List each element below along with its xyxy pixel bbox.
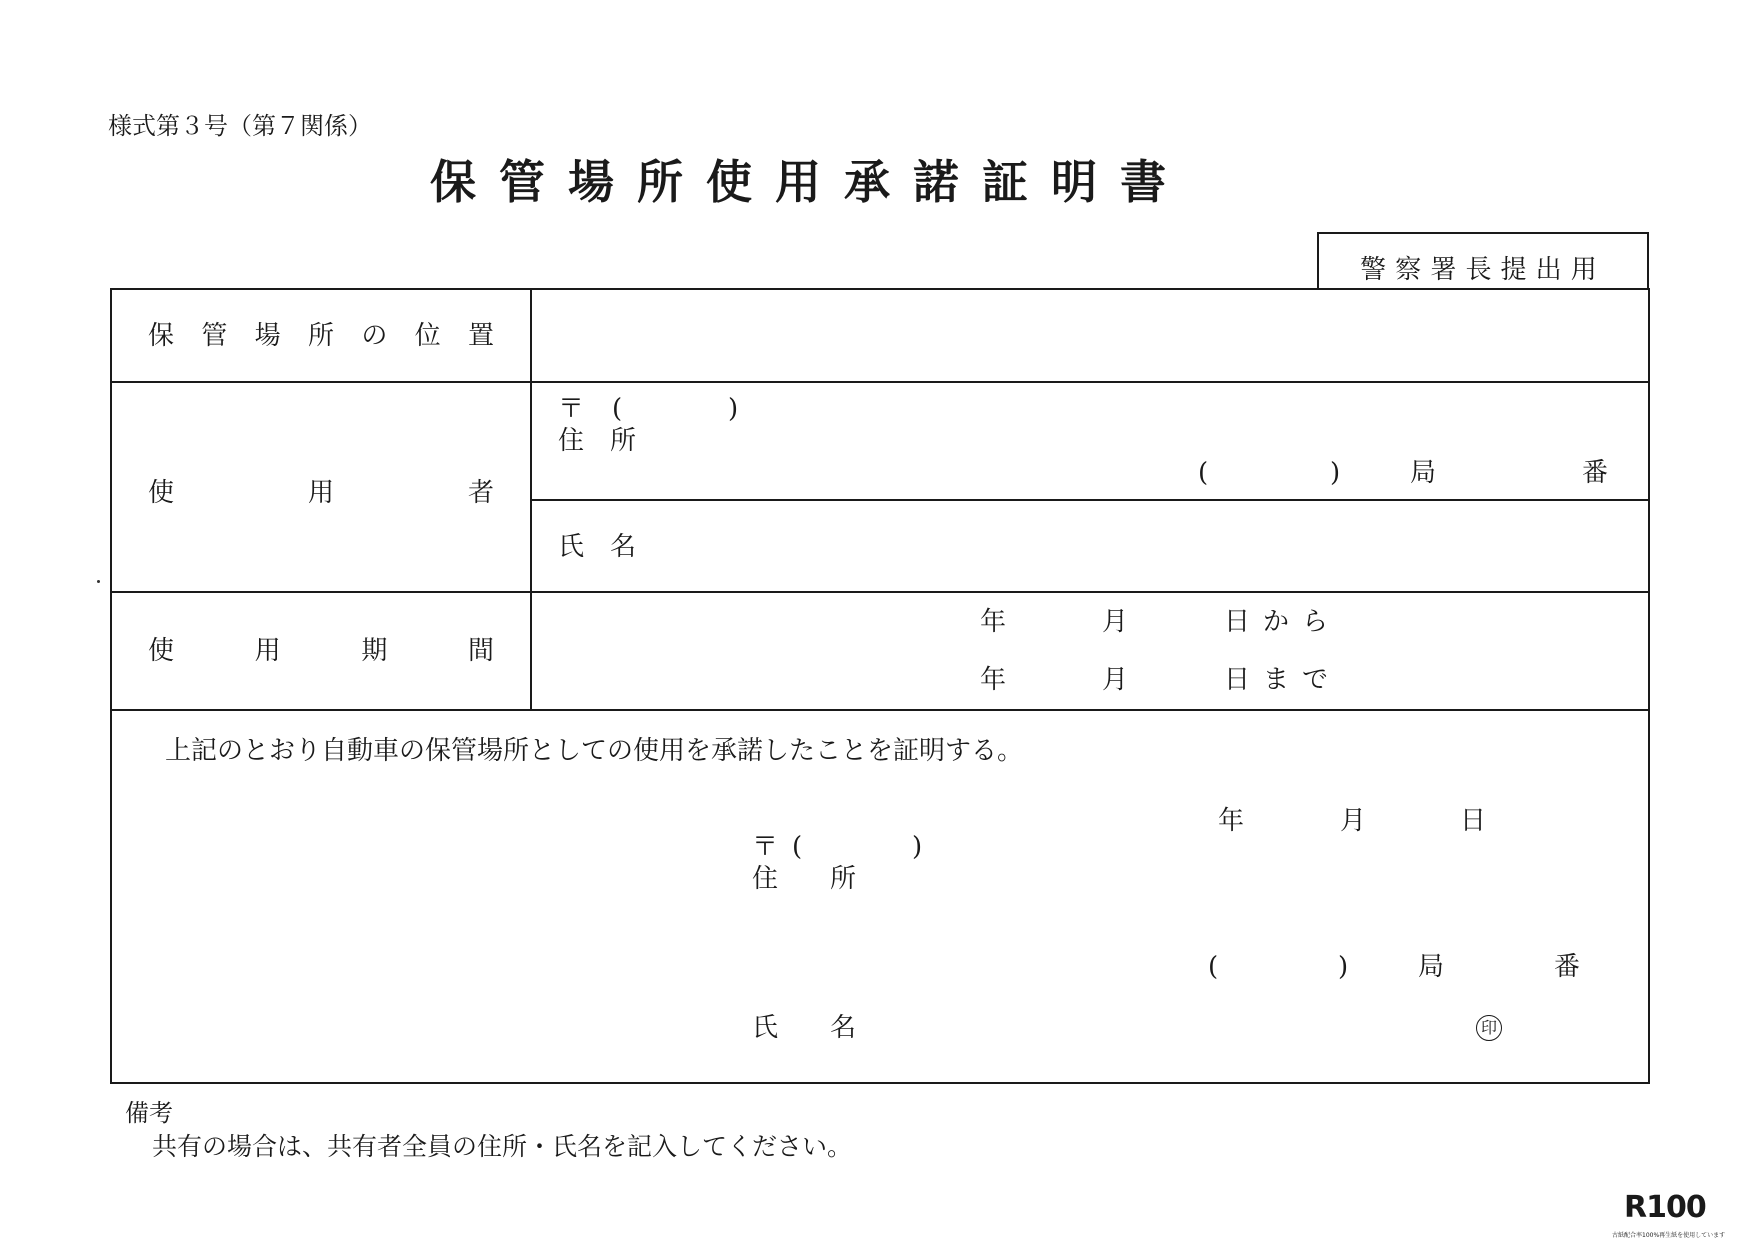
user-postal-mark: 〒 (558, 394, 585, 424)
row-divider-user-address (530, 499, 1650, 501)
cert-day: 日 (1460, 806, 1487, 836)
table-left-border (110, 288, 112, 1084)
period-to-year: 年 (980, 665, 1007, 695)
user-phone-number: 番 (1582, 458, 1609, 488)
r100-logo-note: 古紙配合率100%再生紙を使用しています (1612, 1232, 1726, 1239)
submission-box (1317, 232, 1649, 288)
period-to-day: 日まで (1224, 665, 1342, 695)
r100-recycle-logo: R100 (1624, 1190, 1706, 1225)
table-top-border (110, 288, 1650, 290)
cert-phone-number: 番 (1554, 952, 1581, 982)
cert-year: 年 (1218, 806, 1245, 836)
cert-name-label: 氏 名 (752, 1013, 856, 1043)
seal-mark: 印 (1476, 1015, 1502, 1041)
user-postal-paren-close: ) (728, 394, 739, 424)
certification-statement: 上記のとおり自動車の保管場所としての使用を承諾したことを証明する。 (165, 736, 1024, 766)
user-postal-paren-open: ( (612, 394, 623, 424)
row-divider-period (110, 709, 1650, 711)
table-bottom-border (110, 1082, 1650, 1084)
cert-postal-mark: 〒 (752, 832, 779, 862)
cert-phone-paren-open: ( (1208, 952, 1219, 982)
period-from-month: 月 (1102, 607, 1129, 637)
scan-speck (97, 580, 100, 583)
user-address-label: 住 所 (558, 426, 637, 456)
cert-address-label: 住 所 (752, 864, 856, 894)
submission-label: 警察署長提出用 (1360, 255, 1606, 285)
cert-postal-paren-open: ( (792, 832, 803, 862)
user-phone-paren-open: ( (1198, 458, 1209, 488)
period-to-month: 月 (1102, 665, 1129, 695)
cert-phone-exchange: 局 (1418, 952, 1445, 982)
user-label: 使 用 者 (148, 478, 494, 508)
location-label: 保 管 場 所 の 位 置 (148, 321, 494, 351)
form-number: 様式第３号（第７関係） (108, 112, 372, 140)
user-name-label: 氏 名 (558, 532, 637, 562)
table-right-border (1648, 288, 1650, 1084)
user-phone-paren-close: ) (1330, 458, 1341, 488)
row-divider-location (110, 381, 1650, 383)
remarks-heading: 備考 (125, 1099, 173, 1127)
document-title: 保管場所使用承諾証明書 (430, 155, 1189, 209)
period-from-year: 年 (980, 607, 1007, 637)
remarks-note: 共有の場合は、共有者全員の住所・氏名を記入してください。 (152, 1132, 853, 1161)
user-phone-exchange: 局 (1410, 458, 1437, 488)
cert-phone-paren-close: ) (1338, 952, 1349, 982)
cert-postal-paren-close: ) (912, 832, 923, 862)
row-divider-user (110, 591, 1650, 593)
period-label: 使 用 期 間 (148, 636, 494, 666)
cert-month: 月 (1340, 806, 1367, 836)
period-from-day: 日から (1224, 607, 1342, 637)
